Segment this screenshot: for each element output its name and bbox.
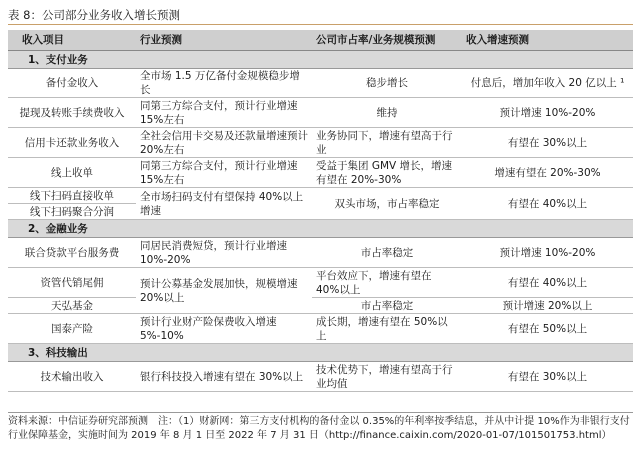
row-share: 平台效应下，增速有望在 40%以上	[312, 268, 462, 298]
section-row	[8, 51, 633, 69]
table-row	[8, 362, 633, 392]
row-name: 备付金收入	[8, 69, 136, 98]
row-growth: 有望在 50%以上	[462, 314, 633, 344]
row-name: 提现及转账手续费收入	[8, 98, 136, 128]
row-name: 信用卡还款业务收入	[8, 128, 136, 158]
row-industry: 预计行业财产险保费收入增速 5%-10%	[136, 314, 312, 344]
section-row	[8, 344, 633, 362]
table-header-row	[8, 30, 633, 51]
row-share: 稳步增长	[312, 69, 462, 98]
row-name: 技术输出收入	[8, 362, 136, 392]
row-share: 市占率稳定	[312, 298, 462, 314]
row-growth: 有望在 40%以上	[462, 268, 633, 298]
table-row	[8, 314, 633, 344]
forecast-table	[8, 30, 633, 392]
row-name: 线下扫码聚合分润	[8, 204, 136, 220]
header-industry-forecast: 行业预测	[136, 30, 312, 51]
row-industry: 同第三方综合支付，预计行业增速 15%左右	[136, 98, 312, 128]
header-share-forecast: 公司市占率/业务规模预测	[312, 30, 462, 51]
table-row	[8, 188, 633, 204]
table-row	[8, 158, 633, 188]
row-growth: 有望在 40%以上	[462, 188, 633, 220]
table-caption: 表 8：公司部分业务收入增长预测	[8, 6, 633, 25]
section-label: 2、金融业务	[8, 220, 633, 238]
row-name: 线上收单	[8, 158, 136, 188]
row-growth: 有望在 30%以上	[462, 128, 633, 158]
row-industry: 同居民消费短贷，预计行业增速 10%-20%	[136, 238, 312, 268]
row-industry: 银行科技投入增速有望在 30%以上	[136, 362, 312, 392]
row-industry: 全市场 1.5 万亿备付金规模稳步增长	[136, 69, 312, 98]
row-name: 资管代销尾佣	[8, 268, 136, 298]
row-name: 线下扫码直接收单	[8, 188, 136, 204]
row-growth: 预计增速 20%以上	[462, 298, 633, 314]
section-row	[8, 220, 633, 238]
row-share: 维持	[312, 98, 462, 128]
table-row	[8, 98, 633, 128]
row-growth: 预计增速 10%-20%	[462, 98, 633, 128]
header-growth-forecast: 收入增速预测	[462, 30, 633, 51]
row-industry: 预计公募基金发展加快，规模增速 20%以上	[136, 268, 312, 314]
row-industry: 全市场扫码支付有望保持 40%以上增速	[136, 188, 312, 220]
row-growth: 付息后，增加年收入 20 亿以上 ¹	[462, 69, 633, 98]
source-note: 资料来源：中信证券研究部预测 注：（1）财新网：第三方支付机构的备付金以 0.35%的年利率按季结息，并从中计提 10%作为非银行支付行业保障基金，实施时间为 2019 年 8 月 1 日至 2022 年 7 月 31 日（http://finance.caixin.com/2020-01-07/101501753.html）	[8, 412, 633, 443]
row-share: 双头市场，市占率稳定	[312, 188, 462, 220]
row-industry: 全社会信用卡交易及还款量增速预计 20%左右	[136, 128, 312, 158]
table-row	[8, 298, 633, 314]
row-name: 天弘基金	[8, 298, 136, 314]
row-name: 国泰产险	[8, 314, 136, 344]
row-growth: 预计增速 10%-20%	[462, 238, 633, 268]
row-name: 联合贷款平台服务费	[8, 238, 136, 268]
row-industry: 同第三方综合支付，预计行业增速 15%左右	[136, 158, 312, 188]
section-label: 1、支付业务	[8, 51, 633, 69]
row-share: 业务协同下，增速有望高于行业	[312, 128, 462, 158]
table-row	[8, 69, 633, 98]
row-share: 技术优势下，增速有望高于行业均值	[312, 362, 462, 392]
table-row	[8, 128, 633, 158]
section-label: 3、科技输出	[8, 344, 633, 362]
row-share: 市占率稳定	[312, 238, 462, 268]
table-row	[8, 238, 633, 268]
row-growth: 增速有望在 20%-30%	[462, 158, 633, 188]
table-row	[8, 268, 633, 298]
row-share: 受益于集团 GMV 增长，增速有望在 20%-30%	[312, 158, 462, 188]
header-revenue-item: 收入项目	[8, 30, 136, 51]
row-growth: 有望在 30%以上	[462, 362, 633, 392]
row-share: 成长期，增速有望在 50%以上	[312, 314, 462, 344]
